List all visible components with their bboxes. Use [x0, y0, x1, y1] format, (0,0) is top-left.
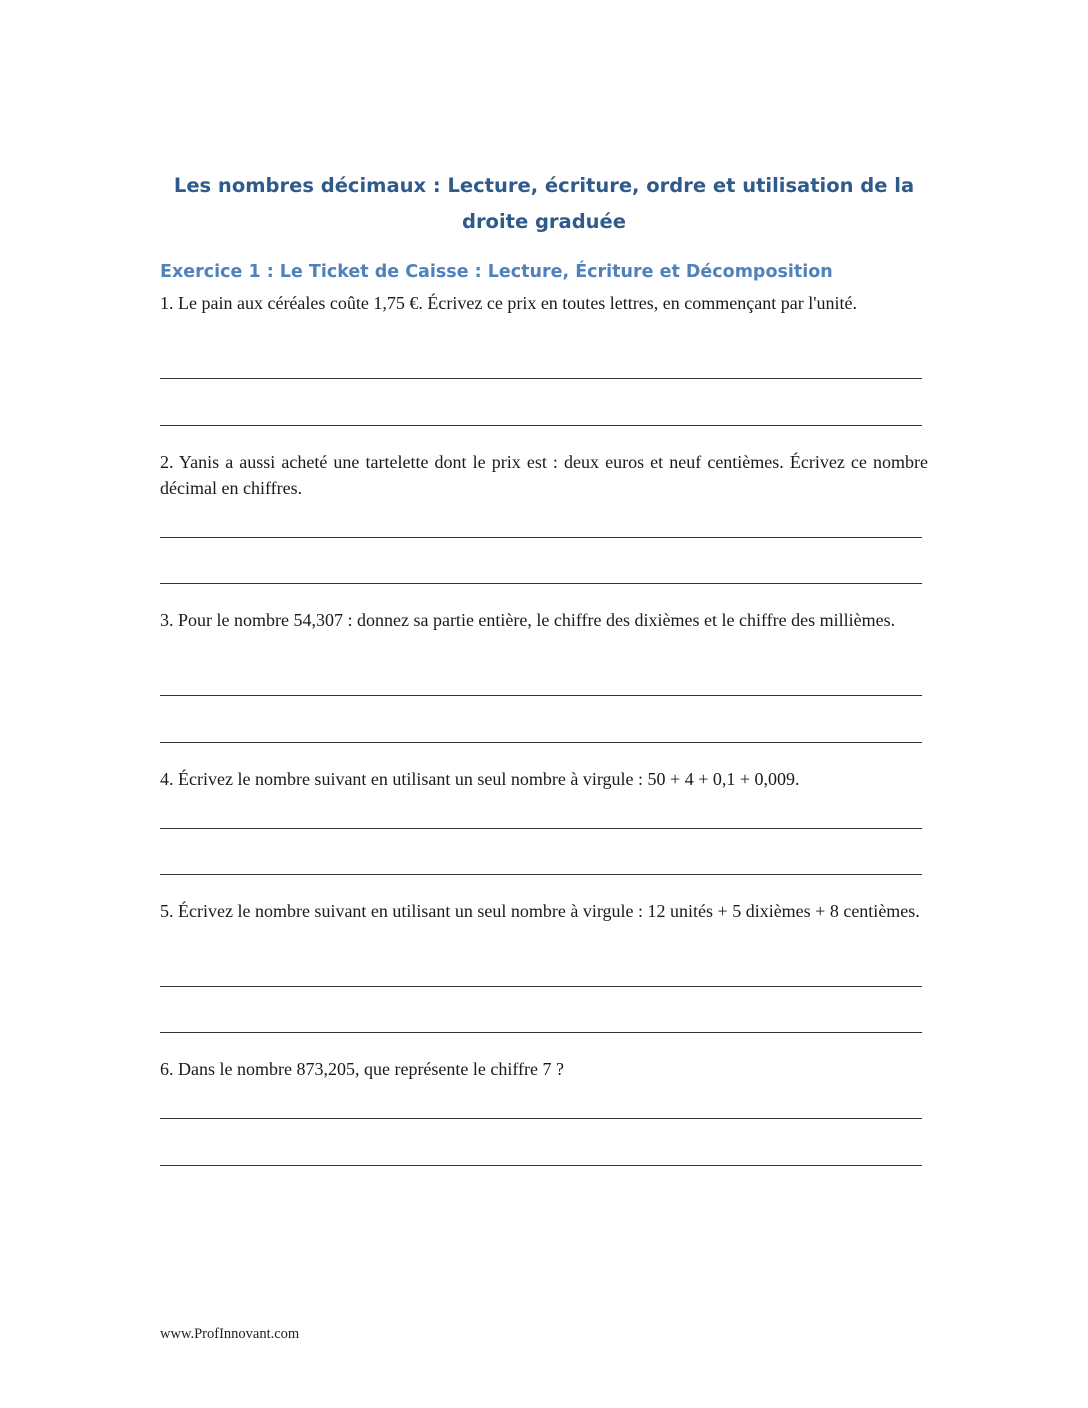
question-6: 6. Dans le nombre 873,205, que représente le chiffre 7 ? [160, 1059, 565, 1079]
answer-line-5a[interactable] [160, 986, 922, 987]
answer-line-3a[interactable] [160, 695, 922, 696]
answer-line-6b[interactable] [160, 1165, 922, 1166]
answer-line-1a[interactable] [160, 378, 922, 379]
answer-line-3b[interactable] [160, 742, 922, 743]
answer-line-5b[interactable] [160, 1032, 922, 1033]
footer-url[interactable]: www.ProfInnovant.com [160, 1326, 300, 1342]
page-title: Les nombres décimaux : Lecture, écriture, ordre et utilisation de la droite graduée [173, 174, 915, 233]
answer-line-6a[interactable] [160, 1118, 922, 1119]
answer-line-2a[interactable] [160, 537, 922, 538]
answer-line-1b[interactable] [160, 425, 922, 426]
answer-line-4a[interactable] [160, 828, 922, 829]
question-5: 5. Écrivez le nombre suivant en utilisant un seul nombre à virgule : 12 unités + 5 dixièmes + 8 centièmes. [160, 901, 920, 921]
question-4: 4. Écrivez le nombre suivant en utilisant un seul nombre à virgule : 50 + 4 + 0,1 + 0,009. [160, 769, 800, 789]
question-3: 3. Pour le nombre 54,307 : donnez sa partie entière, le chiffre des dixièmes et le chiffre des millièmes. [160, 610, 896, 630]
answer-line-4b[interactable] [160, 874, 922, 875]
question-1: 1. Le pain aux céréales coûte 1,75 €. Écrivez ce prix en toutes lettres, en commençant par l'unité. [160, 293, 857, 313]
answer-line-2b[interactable] [160, 583, 922, 584]
exercise-title: Exercice 1 : Le Ticket de Caisse : Lecture, Écriture et Décomposition [160, 262, 833, 282]
question-2: 2. Yanis a aussi acheté une tartelette dont le prix est : deux euros et neuf centièmes. Écrivez ce nombre décimal en chiffres. [160, 452, 928, 498]
